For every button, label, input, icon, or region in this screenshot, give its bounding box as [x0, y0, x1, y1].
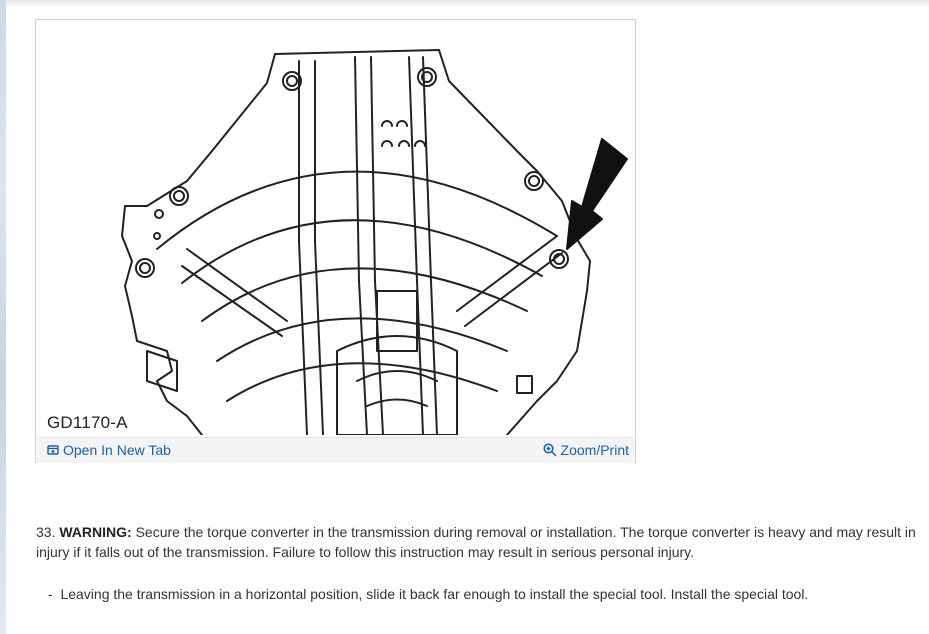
zoom-print-link[interactable]: [543, 442, 629, 458]
figure-code-label: GD1170-A: [47, 413, 128, 432]
left-window-edge: [0, 0, 6, 634]
step-number: 33.: [36, 524, 56, 540]
figure-toolbar: [37, 437, 634, 463]
warning-text: Secure the torque converter in the transmission during removal or installation. The torque converter is heavy and may result in injury if it falls out of the transmission. Failure to follow this instruction may result in serious personal injury.: [36, 524, 916, 560]
step-33-warning: [36, 522, 916, 562]
open-in-new-tab-link[interactable]: [47, 442, 171, 458]
open-in-new-tab-label: Open In New Tab: [63, 442, 171, 458]
figure-panel: [35, 19, 636, 463]
zoom-in-icon: [543, 443, 557, 457]
warning-label: WARNING:: [59, 524, 132, 540]
bullet-text: Leaving the transmission in a horizontal position, slide it back far enough to install the special tool. Install the special tool.: [60, 586, 809, 602]
transmission-diagram: [37, 21, 634, 435]
top-shadow-bar: [0, 0, 929, 8]
zoom-print-label: Zoom/Print: [560, 442, 629, 458]
bullet-marker: -: [48, 586, 53, 602]
open-new-tab-icon: [47, 444, 59, 456]
step-33-bullet: [48, 584, 908, 604]
